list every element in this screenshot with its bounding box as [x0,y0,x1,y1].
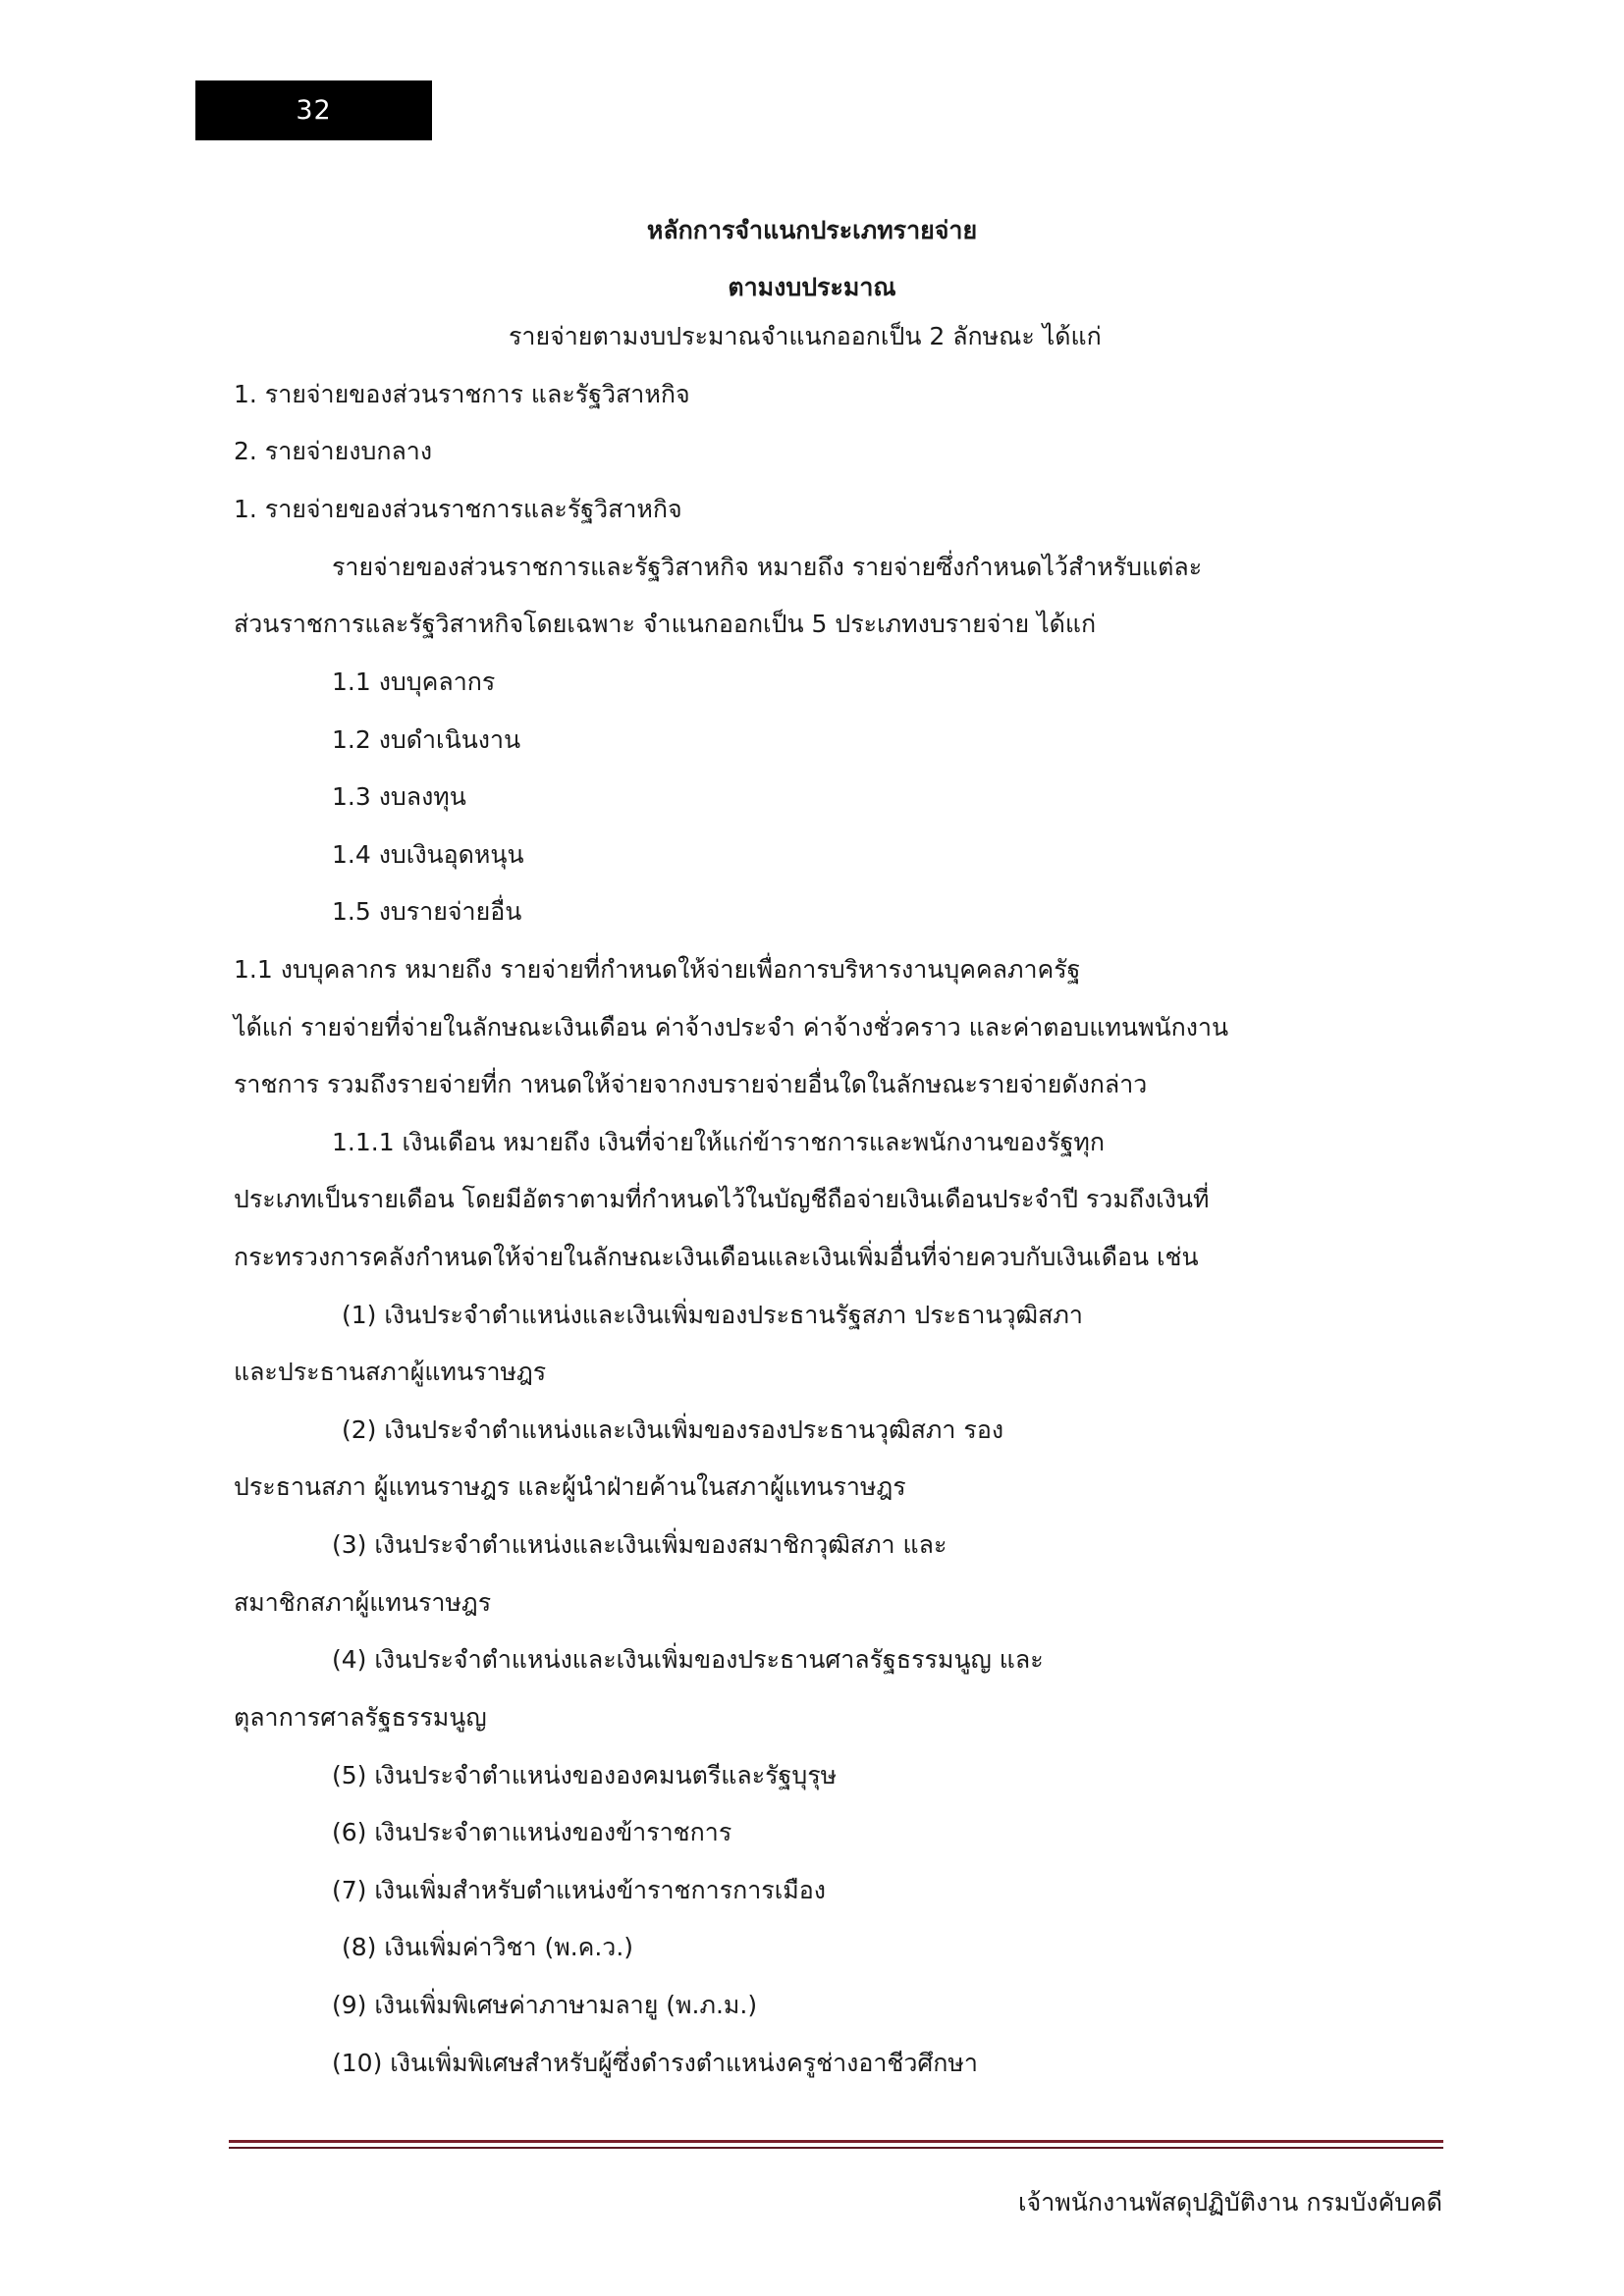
text-line: 1.1 งบบุคลากร หมายถึง รายจ่ายที่กำหนดให้จ่ายเพื่อการบริหารงานบุคคลภาครัฐ [234,955,1081,984]
text-line: ตุลาการศาลรัฐธรรมนูญ [234,1703,487,1732]
text-line: (3) เงินประจำตำแหน่งและเงินเพิ่มของสมาชิกวุฒิสภา และ [332,1530,947,1559]
page-number: 32 [296,95,332,126]
document-title: หลักการจำแนกประเภทรายจ่าย [646,216,978,244]
text-line: 1.3 งบลงทุน [332,782,466,811]
text-line: (6) เงินประจำตาแหน่งของข้าราชการ [332,1818,732,1846]
text-line: (10) เงินเพิ่มพิเศษสำหรับผู้ซึ่งดำรงตำแหน่งครูช่างอาชีวศึกษา [332,2049,978,2077]
text-line: 1.5 งบรายจ่ายอื่น [332,897,522,926]
text-line: (1) เงินประจำตำแหน่งและเงินเพิ่มของประธานรัฐสภา ประธานวุฒิสภา [342,1301,1083,1329]
text-line: (7) เงินเพิ่มสำหรับตำแหน่งข้าราชการการเมือง [332,1876,826,1904]
text-line: ราชการ รวมถึงรายจ่ายที่ก าหนดให้จ่ายจากงบรายจ่ายอื่นใดในลักษณะรายจ่ายดังกล่าว [234,1070,1148,1098]
text-line: (2) เงินประจำตำแหน่งและเงินเพิ่มของรองประธานวุฒิสภา รอง [342,1415,1004,1444]
text-line: กระทรวงการคลังกำหนดให้จ่ายในลักษณะเงินเดือนและเงินเพิ่มอื่นที่จ่ายควบกับเงินเดือน เช่น [234,1243,1199,1271]
text-line: 1.2 งบดำเนินงาน [332,725,521,754]
footer-org-text: เจ้าพนักงานพัสดุปฏิบัติงาน กรมบังคับคดี [1018,2188,1442,2216]
text-line: รายจ่ายของส่วนราชการและรัฐวิสาหกิจ หมายถึง รายจ่ายซึ่งกำหนดไว้สำหรับแต่ละ [332,553,1203,581]
text-line: ประธานสภา ผู้แทนราษฎร และผู้นำฝ่ายค้านในสภาผู้แทนราษฎร [234,1472,906,1501]
text-line: 1.1.1 เงินเดือน หมายถึง เงินที่จ่ายให้แก่ข้าราชการและพนักงานของรัฐทุก [332,1128,1105,1156]
text-line: ประเภทเป็นรายเดือน โดยมีอัตราตามที่กำหนดไว้ในบัญชีถือจ่ายเงินเดือนประจำปี รวมถึงเงินที่ [234,1185,1210,1213]
text-line: (9) เงินเพิ่มพิเศษค่าภาษามลายู (พ.ภ.ม.) [332,1991,758,2019]
document-subtitle: ตามงบประมาณ [728,273,896,301]
text-line: 1. รายจ่ายของส่วนราชการ และรัฐวิสาหกิจ [234,380,690,408]
text-line: (4) เงินประจำตำแหน่งและเงินเพิ่มของประธานศาลรัฐธรรมนูญ และ [332,1645,1044,1674]
text-line: และประธานสภาผู้แทนราษฎร [234,1358,547,1386]
text-line: 1. รายจ่ายของส่วนราชการและรัฐวิสาหกิจ [234,495,682,523]
text-line: รายจ่ายตามงบประมาณจำแนกออกเป็น 2 ลักษณะ ได้แก่ [509,322,1102,350]
text-line: (5) เงินประจำตำแหน่งขององคมนตรีและรัฐบุรุษ [332,1761,838,1789]
text-line: (8) เงินเพิ่มค่าวิชา (พ.ค.ว.) [342,1933,634,1961]
footer-rule-top [229,2140,1443,2143]
text-line: 1.4 งบเงินอุดหนุน [332,840,524,869]
footer-rule-bottom [229,2147,1443,2149]
text-line: ได้แก่ รายจ่ายที่จ่ายในลักษณะเงินเดือน ค่าจ้างประจำ ค่าจ้างชั่วคราว และค่าตอบแทนพนักงาน [234,1013,1229,1041]
page-number-box [195,80,432,140]
text-line: ส่วนราชการและรัฐวิสาหกิจโดยเฉพาะ จำแนกออกเป็น 5 ประเภทงบรายจ่าย ได้แก่ [234,610,1097,638]
text-line: 1.1 งบบุคลากร [332,667,496,696]
text-line: 2. รายจ่ายงบกลาง [234,437,433,465]
text-line: สมาชิกสภาผู้แทนราษฎร [234,1588,492,1617]
